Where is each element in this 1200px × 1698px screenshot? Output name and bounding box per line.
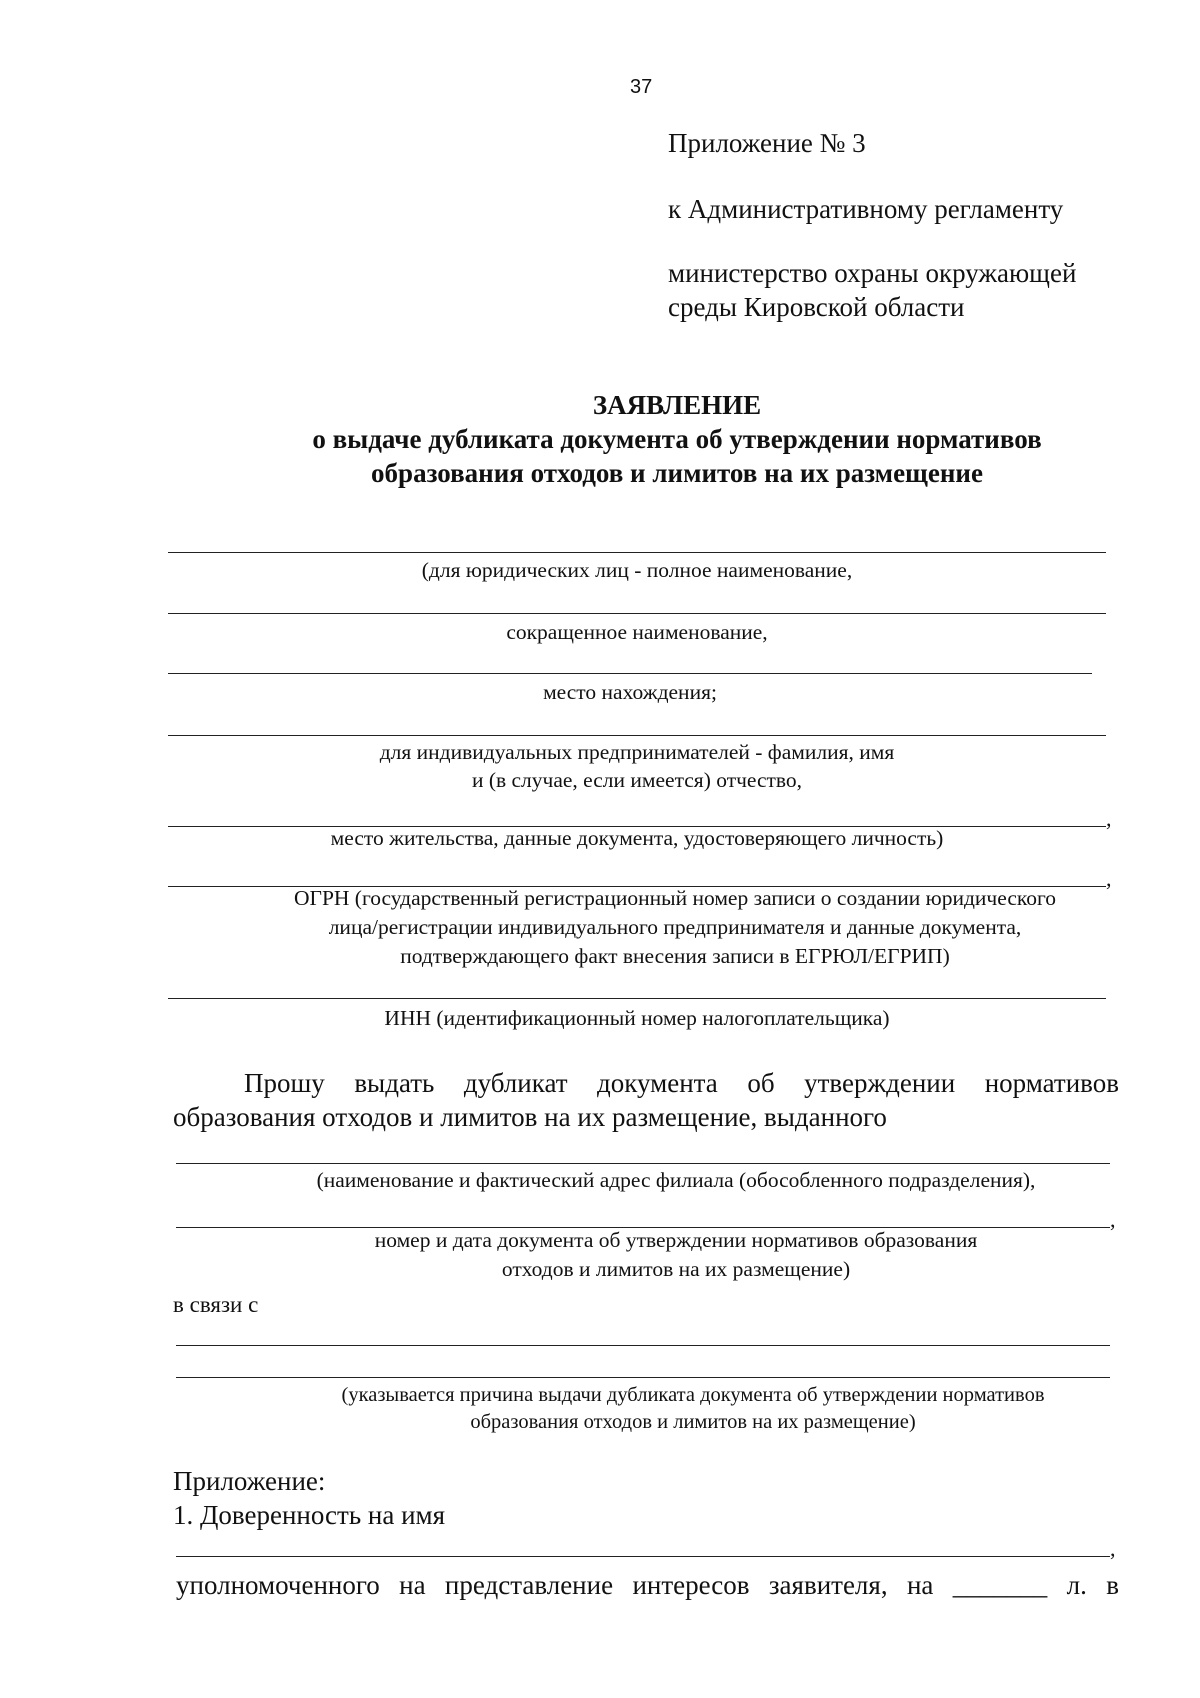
request-word: нормативов [984, 1068, 1119, 1098]
field-line-reason-2[interactable] [176, 1377, 1110, 1378]
caption-residence: место жительства, данные документа, удостоверяющего личность) [330, 826, 944, 850]
comma: , [1110, 1207, 1116, 1232]
authorized-word: интересов [632, 1570, 750, 1600]
document-title: ЗАЯВЛЕНИЕ [592, 390, 762, 420]
caption-ogrn-line1: ОГРН (государственный регистрационный номер записи о создании юридического [293, 886, 1057, 910]
field-line-inn[interactable] [168, 998, 1106, 999]
request-word: документа [597, 1068, 718, 1098]
caption-reason-line2: образования отходов и лимитов на их размещение) [470, 1411, 916, 1433]
field-line-full-name[interactable] [168, 552, 1106, 553]
request-word: Прошу [244, 1068, 325, 1098]
field-line-location[interactable] [168, 673, 1092, 674]
document-subtitle-line2: образования отходов и лимитов на их размещение [371, 458, 983, 488]
authorized-word: на [399, 1570, 426, 1600]
authorized-word: л. [1066, 1570, 1087, 1600]
caption-document-number-line2: отходов и лимитов на их размещение) [501, 1257, 851, 1281]
caption-location: место нахождения; [543, 680, 717, 704]
in-connection-label: в связи с [173, 1292, 259, 1317]
authorized-word: представление [444, 1570, 614, 1600]
caption-reason-line1: (указывается причина выдачи дубликата документа об утверждении нормативов [341, 1384, 1045, 1406]
attachment-item-power-of-attorney: 1. Доверенность на имя [173, 1500, 446, 1530]
authorized-line [176, 1570, 1119, 1601]
request-line2: образования отходов и лимитов на их размещение, выданного [173, 1102, 887, 1132]
caption-entrepreneur-name: для индивидуальных предпринимателей - фамилия, имя [379, 740, 895, 764]
comma: , [1106, 806, 1112, 831]
caption-full-name: (для юридических лиц - полное наименование, [421, 558, 853, 582]
caption-document-number-line1: номер и дата документа об утверждении нормативов образования [374, 1228, 978, 1252]
request-word: утверждении [804, 1068, 956, 1098]
caption-inn: ИНН (идентификационный номер налогоплательщика) [384, 1006, 890, 1030]
appendix-ministry-line2: среды Кировской области [668, 292, 965, 322]
caption-branch: (наименование и фактический адрес филиала (обособленного подразделения), [316, 1168, 1036, 1192]
document-subtitle-line1: о выдаче дубликата документа об утверждении нормативов [312, 424, 1042, 454]
request-line1 [244, 1068, 1119, 1099]
page-number: 37 [630, 76, 653, 98]
authorized-word: заявителя, [768, 1570, 888, 1600]
sheet-count-blank[interactable]: _______ [952, 1570, 1048, 1600]
field-line-entrepreneur-name[interactable] [168, 735, 1106, 736]
comma: , [1110, 1536, 1116, 1561]
request-word: дубликат [463, 1068, 568, 1098]
appendix-number: Приложение № 3 [668, 128, 866, 158]
field-line-proxy-name[interactable] [176, 1556, 1110, 1557]
authorized-word: на [906, 1570, 934, 1600]
authorized-word: в [1106, 1570, 1119, 1600]
caption-short-name: сокращенное наименование, [506, 620, 768, 644]
field-line-reason-1[interactable] [176, 1345, 1110, 1346]
field-line-short-name[interactable] [168, 613, 1106, 614]
attachment-heading: Приложение: [173, 1466, 326, 1496]
appendix-regulation: к Административному регламенту [668, 194, 1064, 224]
caption-patronymic: и (в случае, если имеется) отчество, [471, 768, 803, 792]
authorized-word: уполномоченного [176, 1570, 380, 1600]
request-word: выдать [354, 1068, 435, 1098]
caption-ogrn-line3: подтверждающего факт внесения записи в ЕГРЮЛ/ЕГРИП) [400, 944, 950, 968]
appendix-ministry-line1: министерство охраны окружающей [668, 258, 1077, 288]
request-word: об [747, 1068, 775, 1098]
field-line-branch[interactable] [176, 1163, 1110, 1164]
caption-ogrn-line2: лица/регистрации индивидуального предпринимателя и данные документа, [328, 915, 1022, 939]
comma: , [1106, 866, 1112, 891]
